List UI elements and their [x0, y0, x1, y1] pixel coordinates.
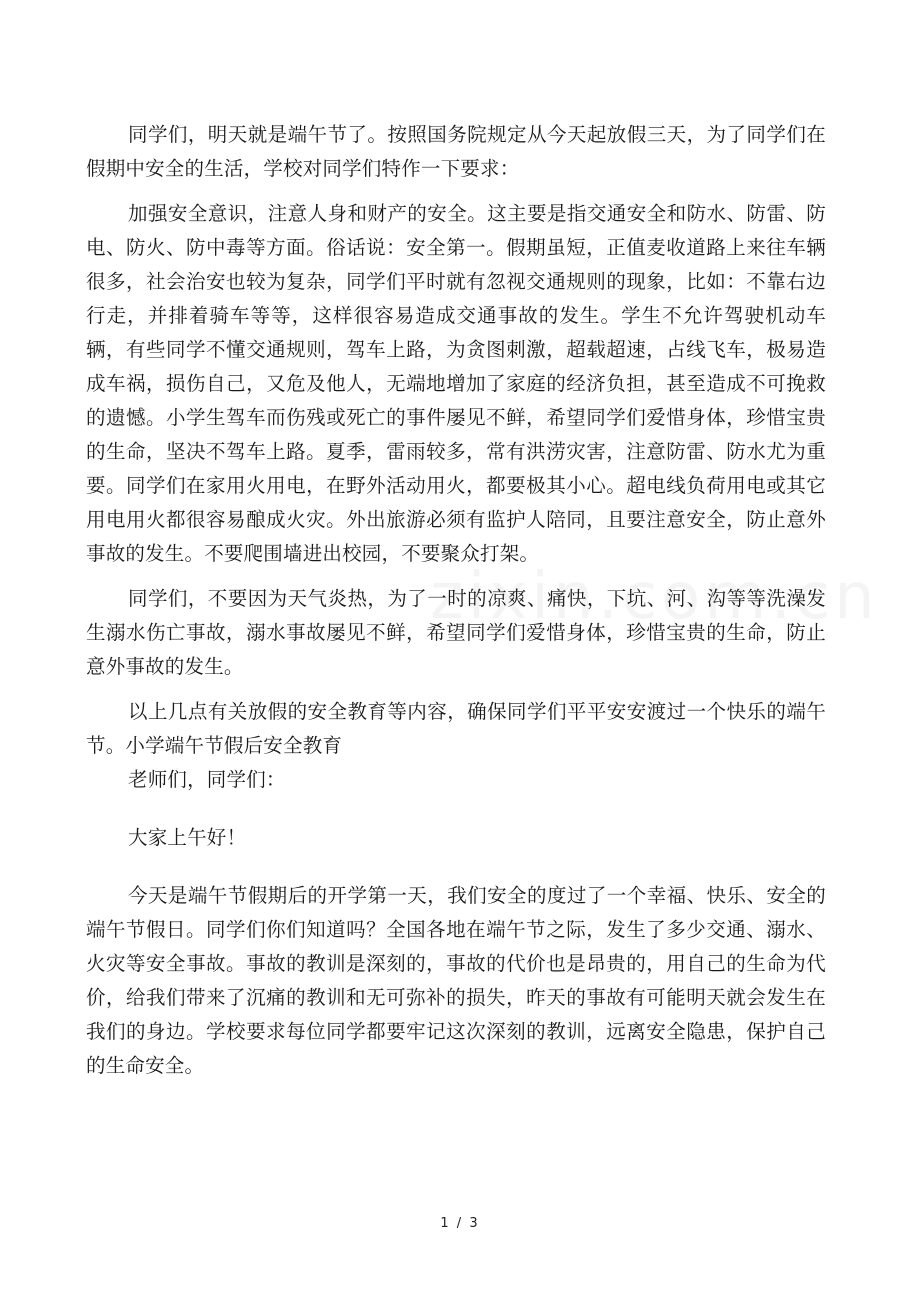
paragraph-holiday-notice: 同学们，明天就是端午节了。按照国务院规定从今天起放假三天，为了同学们在假期中安全的生活，学校对同学们特作一下要求：: [86, 123, 826, 180]
paragraph-greeting-audience: 老师们，同学们：: [128, 768, 286, 791]
document-body: [86, 118, 826, 1083]
paragraph-good-morning: 大家上午好！: [128, 826, 247, 849]
paragraph-drowning-warning: 同学们，不要因为天气炎热，为了一时的凉爽、痛快，下坑、河、沟等等洗澡发生溺水伤亡事故，溺水事故屡见不鲜，希望同学们爱惜身体，珍惜宝贵的生命，防止意外事故的发生。: [86, 587, 826, 678]
paragraph-after-holiday: 今天是端午节假期后的开学第一天，我们安全的度过了一个幸福、快乐、安全的端午节假日。同学们你们知道吗？全国各地在端午节之际，发生了多少交通、溺水、火灾等安全事故。事故的教训是深刻的，事故的代价也是昂贵的，用自己的生命为代价，给我们带来了沉痛的教训和无可弥补的损失，昨天的事故有可能明天就会发生在我们的身边。学校要求每位同学都要牢记这次深刻的教训，远离安全隐患，保护自己的生命安全。: [86, 884, 826, 1077]
paragraph-summary: 以上几点有关放假的安全教育等内容，确保同学们平平安安渡过一个快乐的端午节。小学端午节假后安全教育: [86, 700, 826, 757]
paragraph-safety-awareness: 加强安全意识，注意人身和财产的安全。这主要是指交通安全和防水、防雷、防电、防火、防中毒等方面。俗话说：安全第一。假期虽短，正值麦收道路上来往车辆很多，社会治安也较为复杂，同学们平时就有忽视交通规则的现象，比如：不靠右边行走，并排着骑车等等，这样很容易造成交通事故的发生。学生不允许驾驶机动车辆，有些同学不懂交通规则，驾车上路，为贪图刺激，超载超速，占线飞车，极易造成车祸，损伤自己，又危及他人，无端地增加了家庭的经济负担，甚至造成不可挽救的遗憾。小学生驾车而伤残或死亡的事件屡见不鲜，希望同学们爱惜身体，珍惜宝贵的生命，坚决不驾车上路。夏季，雷雨较多，常有洪涝灾害，注意防雷、防水尤为重要。同学们在家用火用电，在野外活动用火，都要极其小心。超电线负荷用电或其它用电用火都很容易酿成火灾。外出旅游必须有监护人陪同，且要注意安全，防止意外事故的发生。不要爬围墙进出校园，不要聚众打架。: [86, 202, 826, 565]
page-number: 1 / 3: [440, 1216, 480, 1231]
